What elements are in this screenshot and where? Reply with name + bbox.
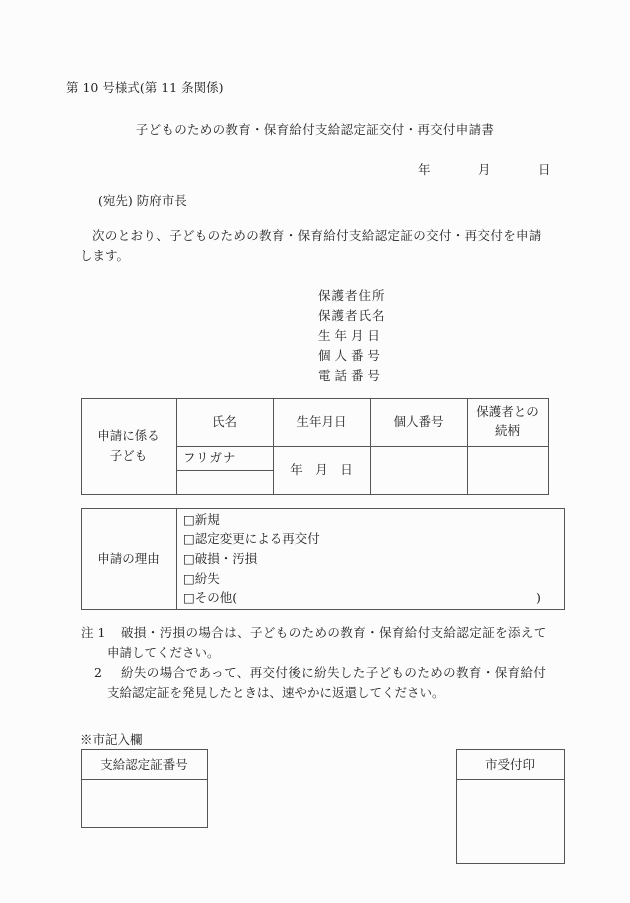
note-1-line-2: 申請してください。 [107, 645, 220, 660]
note-2-line-1: 紛失の場合であって、再交付後に紛失した子どものための教育・保育給付 [121, 665, 547, 680]
page-title: 子どものための教育・保育給付支給認定証交付・再交付申請書 [135, 122, 495, 137]
relation-field[interactable] [469, 448, 546, 492]
child-row-header-2: 子ども [109, 448, 148, 463]
body-line-1: 次のとおり、子どものための教育・保育給付支給認定証の交付・再交付を申請 [92, 228, 542, 243]
header-birth-date: 生年月日 [296, 414, 347, 429]
note-1-line-1: 破損・汚損の場合は、子どものための教育・保育給付支給認定証を添えて [121, 625, 547, 640]
header-personal-number: 個人番号 [393, 414, 444, 429]
furigana-label: フリガナ [183, 450, 237, 465]
cert-number-header: 支給認定証番号 [100, 757, 188, 772]
guardian-address-label: 保護者住所 [318, 288, 386, 303]
phone-number-label: 電 話 番 号 [318, 368, 380, 383]
header-relation-2: 続柄 [494, 423, 520, 438]
cert-number-field[interactable] [83, 781, 205, 825]
reason-option-change[interactable]: □認定変更による再交付 [183, 531, 320, 546]
form-number: 第 10 号様式(第 11 条関係) [66, 80, 224, 95]
note-2-label: 2 [94, 665, 102, 680]
header-relation-1: 保護者との [476, 404, 539, 419]
header-name: 氏名 [211, 414, 237, 429]
note-1-label: 注 1 [81, 625, 106, 640]
reason-option-damage[interactable]: □破損・汚損 [183, 551, 258, 566]
reason-option-other[interactable]: □その他( [183, 590, 238, 605]
receipt-stamp-header: 市受付印 [484, 757, 535, 772]
addressee: (宛先) 防府市長 [98, 193, 187, 208]
birth-date-field[interactable]: 年 月 日 [290, 462, 353, 477]
guardian-name-label: 保護者氏名 [318, 308, 386, 323]
date-year: 年 [418, 162, 431, 177]
note-2-line-2: 支給認定証を発見したときは、速やかに返還してください。 [107, 685, 445, 700]
date-month: 月 [478, 162, 491, 177]
reason-other-close: ) [536, 590, 541, 605]
personal-number-field[interactable] [372, 448, 465, 492]
reason-option-lost[interactable]: □紛失 [183, 571, 220, 586]
personal-number-label: 個 人 番 号 [318, 348, 380, 363]
body-line-2: します。 [80, 248, 130, 263]
receipt-stamp-field [458, 781, 562, 861]
reason-option-new[interactable]: □新規 [183, 512, 220, 527]
city-use-label: ※市記入欄 [80, 732, 143, 747]
date-day: 日 [538, 162, 551, 177]
reason-header: 申請の理由 [97, 551, 160, 566]
child-row-header-1: 申請に係る [97, 428, 160, 443]
child-name-field[interactable] [183, 472, 269, 492]
birth-date-label: 生 年 月 日 [318, 328, 380, 343]
